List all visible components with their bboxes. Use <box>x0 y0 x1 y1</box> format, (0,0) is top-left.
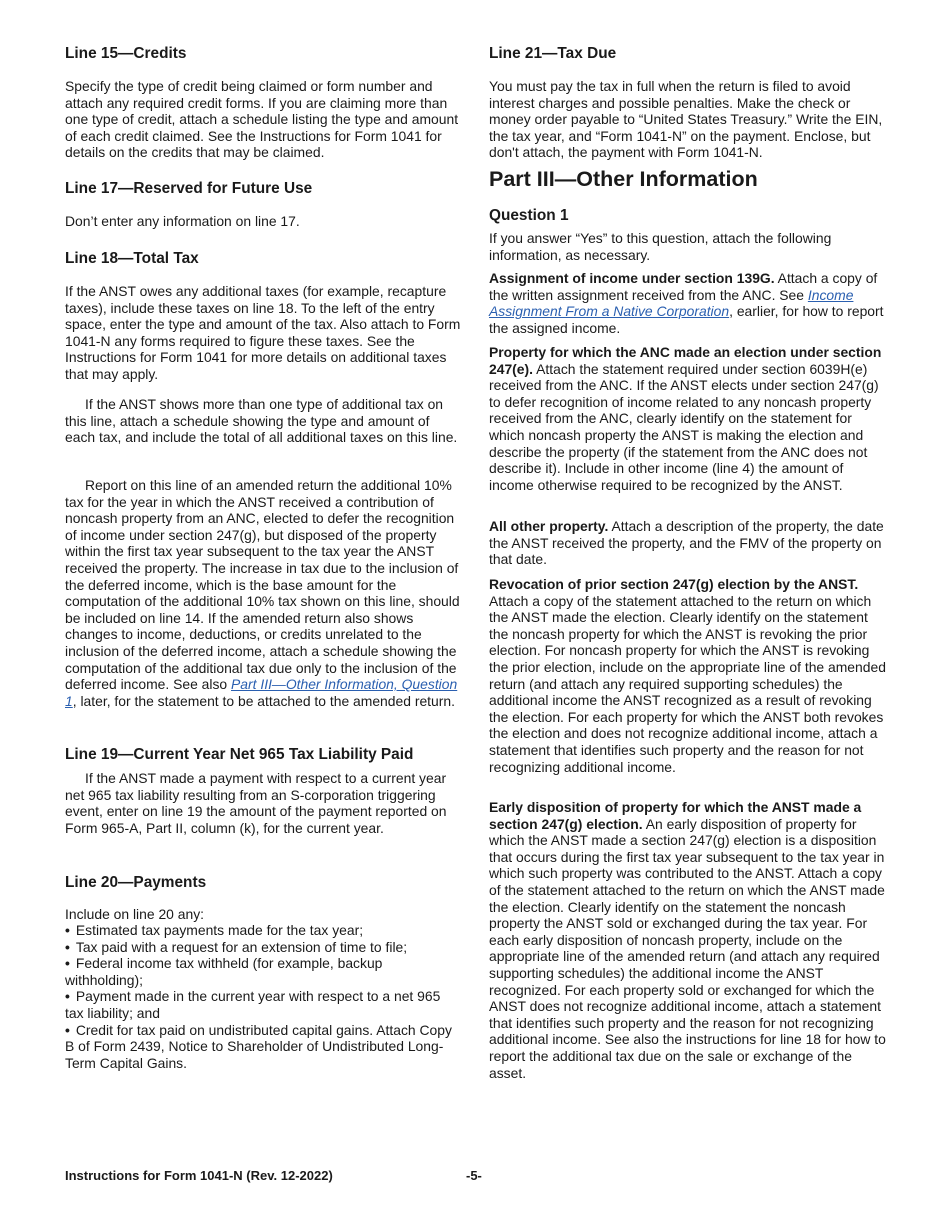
revocation-paragraph <box>489 576 886 775</box>
line-20-heading: Line 20—Payments <box>65 874 207 891</box>
line-18-text-3a: Report on this line of an amended return the additional 10% tax for the year in which the ANST received a contribution of noncash property from an ANC, elected to defer the recognition of income under section 247(g), but disposed of the property within the first tax year subsequent to the tax year the ANST received the property. The increase in tax due to the inclusion of the deferred income, which is the base amount for the computation of the additional 10% tax shown on this line, should be included on line 14. If the amended return also shows changes to income, deductions, or credits unrelated to the inclusion of the deferred income, attach a schedule showing the computation of the additional tax due only to the inclusion of the deferred income. See also <box>65 477 460 693</box>
line-20-intro: Include on line 20 any: <box>65 906 205 922</box>
assignment-run-in: Assignment of income under section 139G. <box>489 270 775 286</box>
footer-title: Instructions for Form 1041-N (Rev. 12-2022) <box>65 1168 333 1183</box>
line-18-heading: Line 18—Total Tax <box>65 250 199 267</box>
list-item: • Estimated tax payments made for the tax year; <box>65 922 462 939</box>
early-disposition-run-in: Early disposition of property for which the ANST made a section 247(g) election. <box>489 799 862 832</box>
line-18-text-1: If the ANST owes any additional taxes (for example, recapture taxes), include these taxes on line 18. To the left of the entry space, enter the type and amount of the tax. Also attach to Form 1041-N any forms required to figure these taxes. See the Instructions for Form 1041 for more details on additional taxes that may apply. <box>65 283 461 382</box>
list-item: • Federal income tax withheld (for example, backup withholding); <box>65 955 462 988</box>
line-17-text: Don’t enter any information on line 17. <box>65 213 300 229</box>
line-18-text-3b: , later, for the statement to be attached to the amended return. <box>72 692 455 709</box>
all-other-property-text: Attach a description of the property, the date the ANST received the property, and the FMV of the property on that date. <box>489 518 884 568</box>
line-18-text-2: If the ANST shows more than one type of additional tax on this line, attach a schedule showing the type and amount of each tax, and include the total of all additional taxes on this line. <box>65 396 458 446</box>
list-item: • Payment made in the current year with respect to a net 965 tax liability; and <box>65 988 462 1021</box>
page-number: -5- <box>466 1168 482 1183</box>
part-iii-question-1-link[interactable]: Part III—Other Information, Question 1 <box>65 676 458 709</box>
line-20-bullet-list <box>65 922 462 1071</box>
line-15-text: Specify the type of credit being claimed or form number and attach any required credit forms. If you are claiming more than one type of credit, attach a schedule listing the type and amount of each credit claimed. See the Instructions for Form 1041 for details on the credits that may be claimed. <box>65 78 459 161</box>
all-other-property-paragraph <box>489 518 886 568</box>
revocation-text: Attach a copy of the statement attached to the return on which the ANST made the election. Clearly identify on the statement the noncash property for which the ANST is revoking the prior election. For noncash property for which the ANST is revoking the prior election, include on the appropriate line of the amended return (and attach any required supporting schedules) the additional income the ANST recognized as a result of revoking the election. For each property for which the ANST both revokes the election and does not recognize additional income, attach a statement that identifies such property and the reason for not recognizing additional income. <box>489 592 886 775</box>
property-247e-text: Attach the statement required under section 6039H(e) received from the ANC. If the ANST elects under section 247(g) to defer recognition of income related to any noncash property received from the ANC, clearly identify on the statement for which noncash property the ANST is making the election and describe the property (if the statement from the ANC does not describe it). Include in other income (line 4) the amount of income otherwise required to be recognized by the ANST. <box>489 360 879 493</box>
list-item: • Tax paid with a request for an extension of time to file; <box>65 939 462 956</box>
assignment-paragraph <box>489 270 886 336</box>
property-247e-run-in: Property for which the ANC made an election under section 247(e). <box>489 344 882 377</box>
assignment-text-b: , earlier, for how to report the assigned income. <box>489 303 884 336</box>
line-18-text-3 <box>65 477 462 709</box>
question-1-text: If you answer “Yes” to this question, attach the following information, as necessary. <box>489 230 832 263</box>
income-assignment-link[interactable]: Income Assignment From a Native Corporation <box>489 286 854 320</box>
list-item: • Credit for tax paid on undistributed capital gains. Attach Copy B of Form 2439, Notice to Shareholder of Undistributed Long-Term Capital Gains. <box>65 1022 462 1072</box>
line-19-heading: Line 19—Current Year Net 965 Tax Liability Paid <box>65 746 414 763</box>
property-247e-paragraph <box>489 344 886 493</box>
assignment-text-a: Attach a copy of the written assignment received from the ANC. See <box>489 270 878 303</box>
question-1-heading: Question 1 <box>489 207 569 224</box>
revocation-run-in: Revocation of prior section 247(g) election by the ANST. <box>489 576 859 592</box>
all-other-property-run-in: All other property. <box>489 518 609 534</box>
line-21-text: You must pay the tax in full when the return is filed to avoid interest charges and possible penalties. Make the check or money order payable to “United States Treasury.” Write the EIN, the tax year, and “Form 1041-N” on the payment. Enclose, but don't attach, the payment with Form 1041-N. <box>489 78 883 161</box>
early-disposition-text: An early disposition of property for which the ANST made a section 247(g) election is a disposition that occurs during the first tax year subsequent to the tax year in which such property was contributed to the ANST. Attach a copy of the statement attached to the return on which the ANST made the election. Clearly identify on the statement the noncash property the ANST sold or exchanged during the tax year. For each early disposition of noncash property, include on the appropriate line of the amended return (and attach any required supporting schedules) the additional income the ANST recognized. For each property sold or exchanged for which the ANST does not recognize additional income, attach a statement that identifies such property and the reason for not recognizing additional income. See also the instructions for line 18 for how to report the additional tax due on the sale or exchange of the asset. <box>489 815 886 1081</box>
line-15-heading: Line 15—Credits <box>65 45 187 62</box>
line-17-heading: Line 17—Reserved for Future Use <box>65 180 313 197</box>
line-19-text: If the ANST made a payment with respect to a current year net 965 tax liability resulting from an S-corporation triggering event, enter on line 19 the amount of the payment reported on Form 965-A, Part II, column (k), for the current year. <box>65 770 447 836</box>
early-disposition-paragraph <box>489 799 886 1081</box>
line-21-heading: Line 21—Tax Due <box>489 45 617 62</box>
part-iii-heading: Part III—Other Information <box>489 167 758 191</box>
